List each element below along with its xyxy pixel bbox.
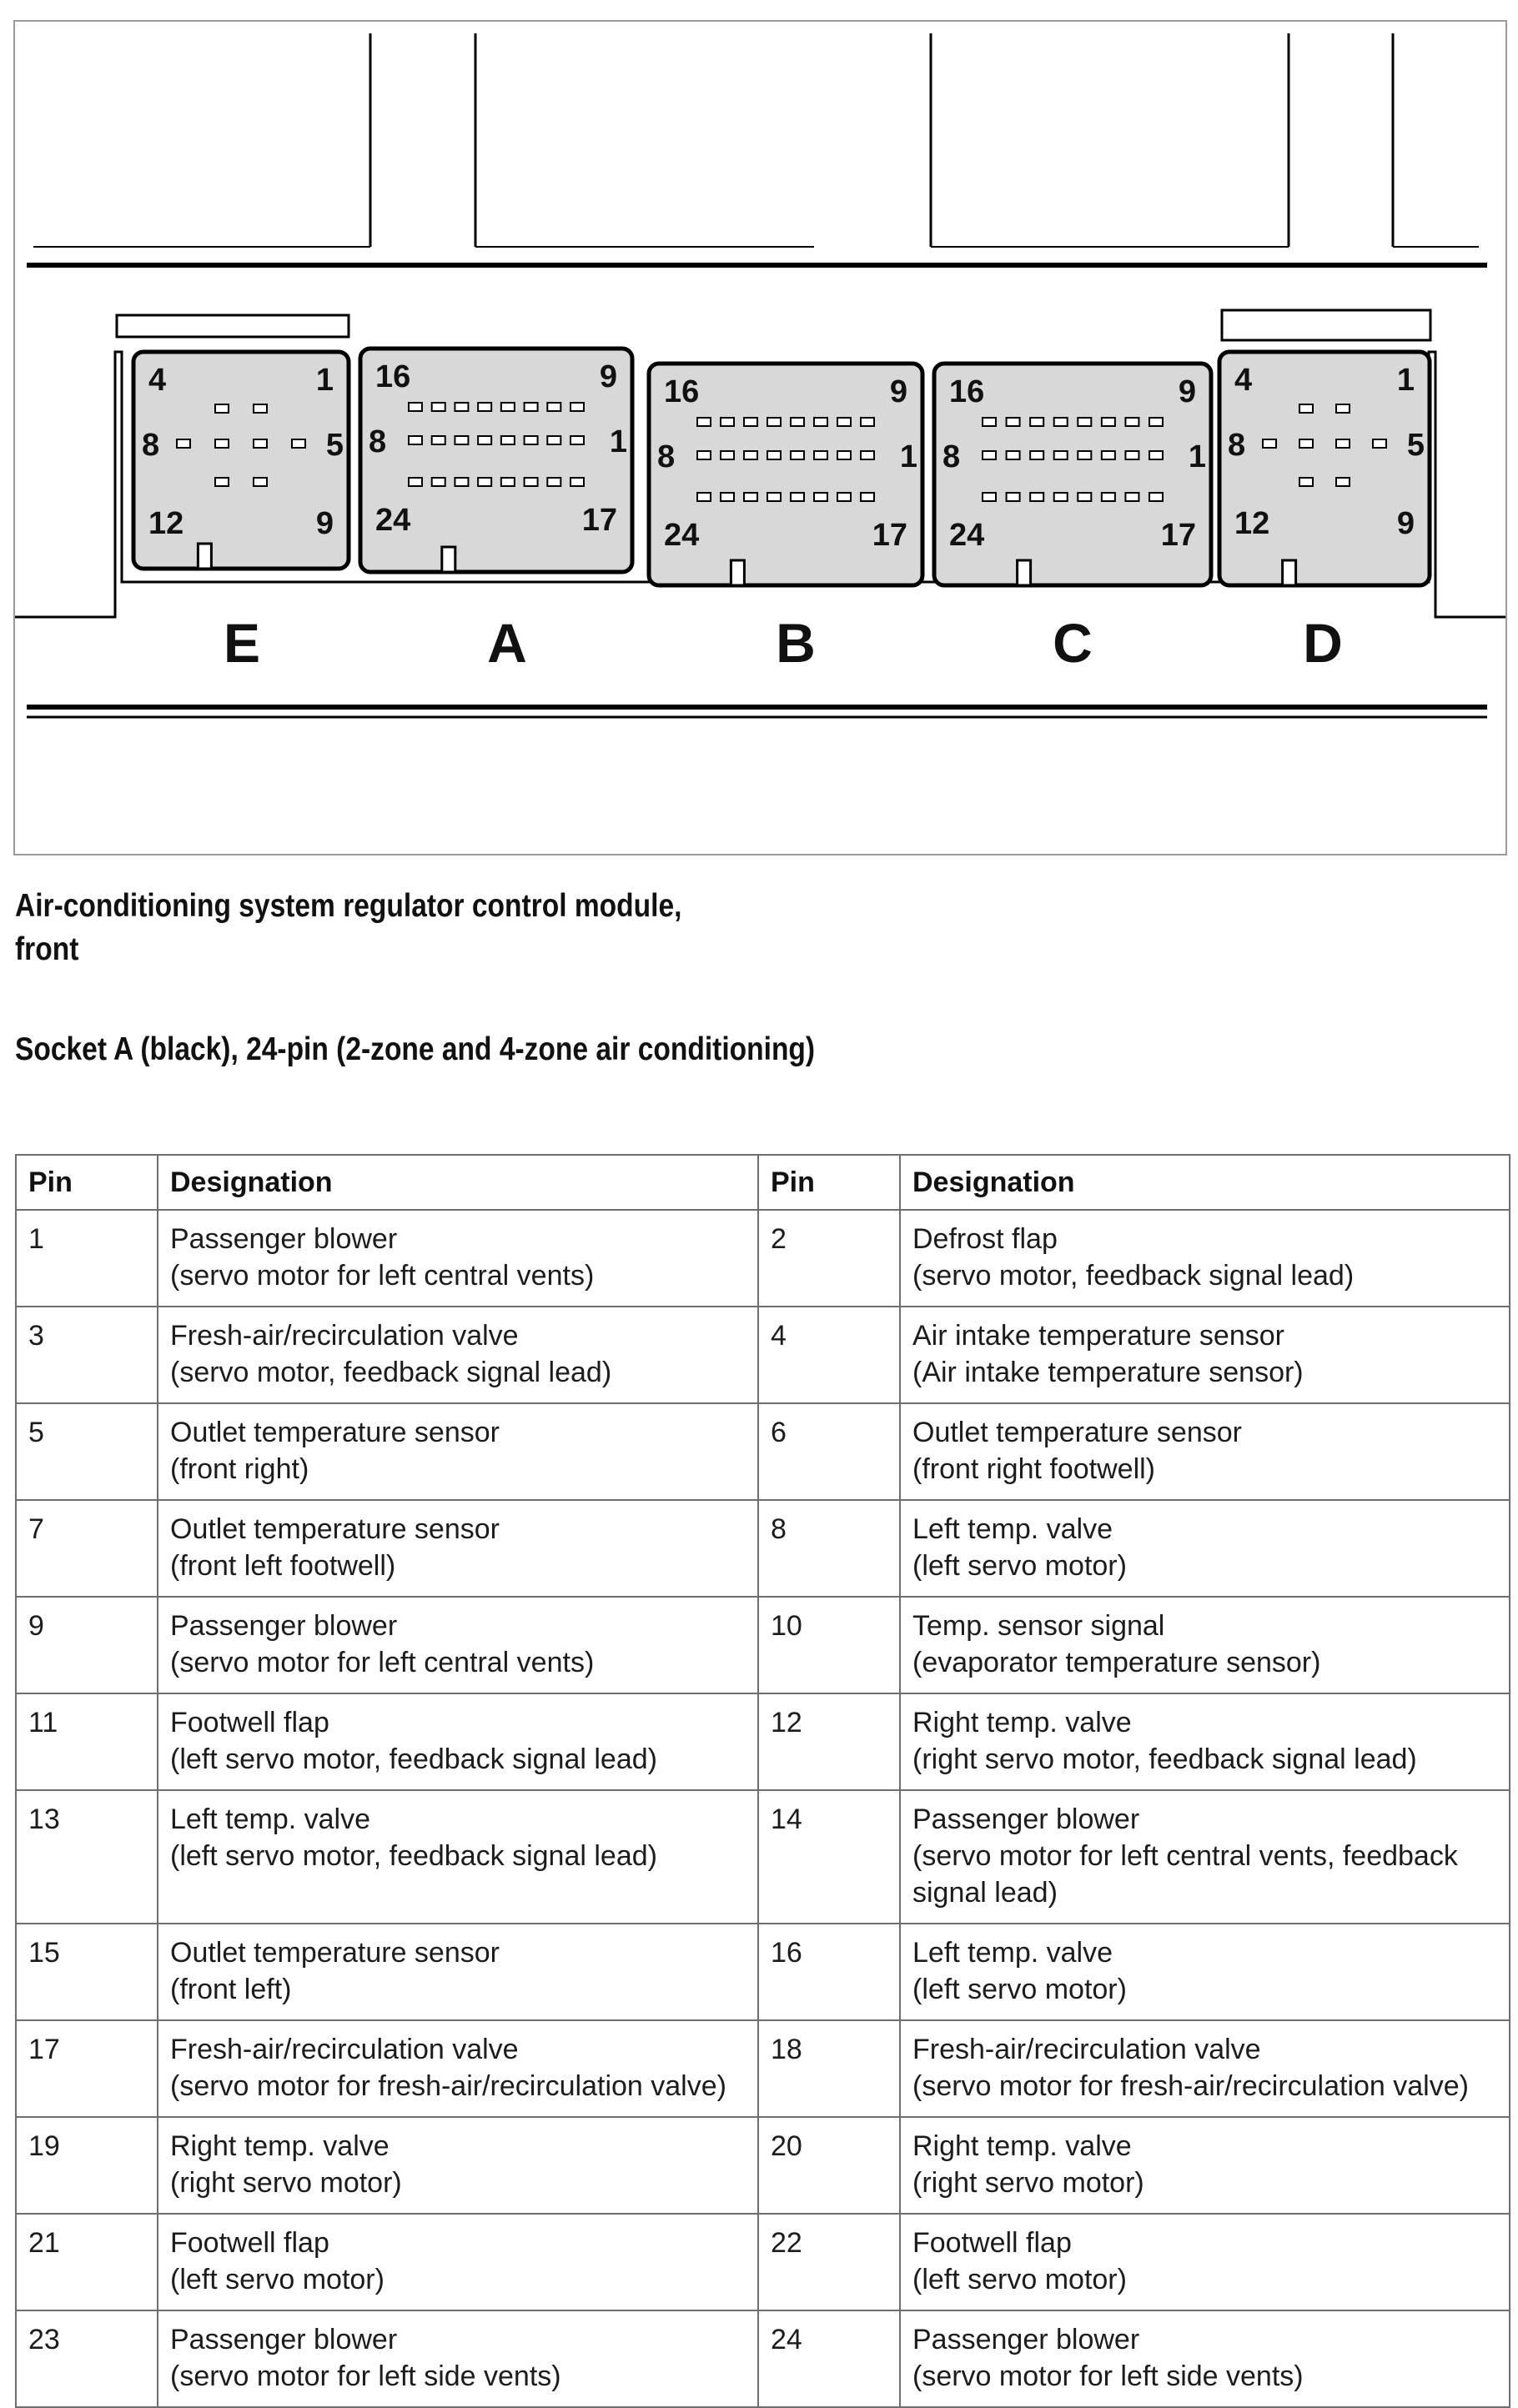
pin-slot	[1078, 493, 1091, 501]
designation-detail: (left servo motor)	[912, 1550, 1127, 1582]
pin-slot	[1299, 439, 1313, 448]
pin-slot	[983, 451, 996, 459]
pin-slot	[1336, 439, 1350, 448]
connector-a	[360, 349, 632, 572]
pin-number: 12	[758, 1693, 900, 1790]
pin-slot	[983, 418, 996, 426]
pin-number-label: 12	[1234, 506, 1270, 541]
pin-slot	[254, 439, 267, 448]
designation-detail: (left servo motor, feedback signal lead)	[170, 1743, 657, 1775]
pin-slot	[409, 478, 422, 486]
pin-number-label: 9	[315, 506, 334, 541]
table-row	[16, 1693, 1510, 1790]
connector-letter: E	[223, 612, 261, 674]
pin-slot	[1054, 493, 1068, 501]
pin-number: 20	[758, 2117, 900, 2214]
pin-number: 18	[758, 2020, 900, 2117]
designation-detail: (evaporator temperature sensor)	[912, 1647, 1321, 1678]
pin-number: 22	[758, 2214, 900, 2310]
designation-component: Footwell flap	[170, 1707, 329, 1738]
pin-slot	[791, 451, 804, 459]
pin-slot	[478, 403, 491, 411]
socket-subtitle: Socket A (black), 24-pin (2-zone and 4-zone air conditioning)	[15, 1031, 816, 1067]
pin-designation	[900, 1924, 1510, 2020]
pin-slot	[455, 403, 468, 411]
pin-designation	[158, 1403, 758, 1500]
pin-assignment-table	[15, 1154, 1510, 2408]
pin-number-label: 9	[1178, 374, 1196, 409]
module-title: Air-conditioning system regulator control module,	[15, 888, 682, 924]
pin-slot	[721, 451, 734, 459]
pin-slot	[547, 478, 560, 486]
pin-number: 17	[16, 2020, 158, 2117]
pin-slot	[571, 436, 584, 444]
keying-tab	[198, 544, 211, 569]
designation-detail: (servo motor, feedback signal lead)	[170, 1357, 612, 1388]
pin-designation	[158, 1597, 758, 1693]
pin-slot	[1078, 451, 1091, 459]
pin-number-label: 8	[942, 439, 961, 474]
pin-slot	[501, 478, 515, 486]
designation-detail: (front left footwell)	[170, 1550, 396, 1582]
pin-slot	[744, 451, 757, 459]
pin-slot	[1125, 493, 1138, 501]
designation-detail: (servo motor for left central vents)	[170, 1647, 595, 1678]
pin-slot	[861, 418, 874, 426]
pin-slot	[1102, 451, 1115, 459]
designation-component: Temp. sensor signal	[912, 1610, 1165, 1642]
table-row	[16, 1403, 1510, 1500]
pin-slot	[571, 478, 584, 486]
pin-number-label: 4	[1234, 363, 1253, 398]
designation-detail: (left servo motor)	[170, 2264, 385, 2295]
pin-slot	[1149, 451, 1163, 459]
pin-slot	[432, 436, 445, 444]
designation-component: Right temp. valve	[170, 2130, 390, 2162]
pin-number-label: 24	[664, 518, 700, 553]
designation-component: Fresh-air/recirculation valve	[912, 2034, 1261, 2065]
keying-tab	[442, 547, 455, 572]
pin-slot	[697, 493, 711, 501]
pin-slot	[525, 403, 538, 411]
connector-letter: B	[776, 612, 816, 674]
header-pin: Pin	[758, 1155, 900, 1210]
pin-number-label: 17	[581, 503, 617, 538]
designation-detail: (front left)	[170, 1974, 292, 2005]
pin-number: 16	[758, 1924, 900, 2020]
pin-number-label: 1	[609, 424, 627, 459]
designation-detail: (servo motor for left side vents)	[912, 2360, 1304, 2392]
designation-component: Passenger blower	[912, 2324, 1140, 2355]
designation-detail: (servo motor for left central vents, feedback signal lead)	[912, 1840, 1458, 1909]
designation-component: Left temp. valve	[912, 1513, 1113, 1545]
pin-slot	[814, 493, 827, 501]
designation-component: Passenger blower	[170, 1610, 398, 1642]
designation-detail: (servo motor for left central vents)	[170, 1260, 595, 1292]
designation-component: Passenger blower	[170, 1223, 398, 1255]
pin-designation	[158, 2310, 758, 2407]
designation-detail: (right servo motor)	[170, 2167, 402, 2199]
designation-detail: (right servo motor)	[912, 2167, 1144, 2199]
connector-diagram	[13, 20, 1507, 855]
connector-d	[1219, 352, 1430, 585]
designation-component: Right temp. valve	[912, 2130, 1132, 2162]
pin-designation	[900, 2310, 1510, 2407]
pin-number-label: 1	[899, 439, 917, 474]
pin-slot	[814, 418, 827, 426]
pin-number-label: 8	[142, 428, 160, 463]
pin-number: 19	[16, 2117, 158, 2214]
designation-component: Outlet temperature sensor	[170, 1937, 500, 1969]
keying-tab	[1283, 560, 1296, 585]
pin-slot	[409, 436, 422, 444]
pin-number: 5	[16, 1403, 158, 1500]
pin-number-label: 12	[148, 506, 184, 541]
pin-slot	[767, 493, 781, 501]
pin-designation	[900, 1210, 1510, 1307]
keying-tab	[1018, 560, 1031, 585]
pin-designation	[158, 2214, 758, 2310]
designation-detail: (Air intake temperature sensor)	[912, 1357, 1304, 1388]
pin-slot	[1149, 493, 1163, 501]
pin-slot	[1078, 418, 1091, 426]
designation-detail: (left servo motor)	[912, 2264, 1127, 2295]
pin-designation	[900, 1597, 1510, 1693]
pin-number: 11	[16, 1693, 158, 1790]
pin-designation	[158, 1307, 758, 1403]
pin-number-label: 8	[657, 439, 676, 474]
pin-number-label: 1	[315, 363, 334, 398]
designation-component: Air intake temperature sensor	[912, 1320, 1284, 1352]
pin-number-label: 1	[1188, 439, 1206, 474]
pin-number-label: 16	[949, 374, 985, 409]
table-row	[16, 2020, 1510, 2117]
pin-designation	[158, 1210, 758, 1307]
pin-slot	[292, 439, 305, 448]
pin-slot	[837, 493, 851, 501]
table-row	[16, 1790, 1510, 1924]
pin-slot	[1030, 418, 1043, 426]
pin-slot	[1102, 493, 1115, 501]
designation-detail: (right servo motor, feedback signal lead)	[912, 1743, 1417, 1775]
pin-designation	[900, 1693, 1510, 1790]
designation-component: Left temp. valve	[912, 1937, 1113, 1969]
connector-c	[934, 364, 1211, 585]
pin-slot	[455, 478, 468, 486]
designation-component: Defrost flap	[912, 1223, 1058, 1255]
pin-number: 8	[758, 1500, 900, 1597]
pin-designation	[900, 2117, 1510, 2214]
pin-designation	[158, 2117, 758, 2214]
pin-slot	[1007, 493, 1020, 501]
pin-number-label: 9	[599, 359, 617, 394]
pin-slot	[1102, 418, 1115, 426]
pin-slot	[571, 403, 584, 411]
designation-component: Right temp. valve	[912, 1707, 1132, 1738]
pin-slot	[767, 451, 781, 459]
pin-number-label: 24	[375, 503, 411, 538]
pin-designation	[158, 1693, 758, 1790]
pin-designation	[158, 1790, 758, 1924]
pin-slot	[837, 451, 851, 459]
pin-slot	[791, 493, 804, 501]
designation-detail: (servo motor, feedback signal lead)	[912, 1260, 1355, 1292]
pin-slot	[1030, 493, 1043, 501]
pin-number: 9	[16, 1597, 158, 1693]
pin-slot	[1054, 418, 1068, 426]
pin-slot	[697, 451, 711, 459]
table-row	[16, 1597, 1510, 1693]
pin-number: 10	[758, 1597, 900, 1693]
pin-number-label: 17	[1160, 518, 1196, 553]
designation-detail: (left servo motor)	[912, 1974, 1127, 2005]
table-row	[16, 1307, 1510, 1403]
pin-slot	[409, 403, 422, 411]
table-row	[16, 1924, 1510, 2020]
pin-slot	[983, 493, 996, 501]
pin-designation	[900, 1500, 1510, 1597]
pin-number: 3	[16, 1307, 158, 1403]
pin-slot	[455, 436, 468, 444]
pin-slot	[547, 403, 560, 411]
pin-number-label: 5	[325, 428, 344, 463]
pin-designation	[900, 1790, 1510, 1924]
designation-detail: (front right footwell)	[912, 1453, 1155, 1485]
pin-slot	[215, 439, 229, 448]
pin-designation	[900, 1403, 1510, 1500]
pin-designation	[900, 1307, 1510, 1403]
pin-number: 15	[16, 1924, 158, 2020]
pin-slot	[744, 493, 757, 501]
designation-component: Footwell flap	[170, 2227, 329, 2259]
pin-slot	[432, 478, 445, 486]
pin-slot	[254, 404, 267, 413]
pin-number: 4	[758, 1307, 900, 1403]
pin-number-label: 16	[664, 374, 700, 409]
pin-number-label: 1	[1396, 363, 1415, 398]
designation-detail: (servo motor for left side vents)	[170, 2360, 561, 2392]
pin-slot	[1054, 451, 1068, 459]
pin-slot	[1125, 451, 1138, 459]
designation-component: Left temp. valve	[170, 1803, 371, 1835]
connector-e	[133, 352, 349, 569]
pin-slot	[1007, 451, 1020, 459]
pin-slot	[177, 439, 190, 448]
designation-detail: (front right)	[170, 1453, 309, 1485]
pin-slot	[525, 478, 538, 486]
module-title-line2: front	[15, 931, 79, 967]
connector-letter: C	[1053, 612, 1093, 674]
pin-slot	[1299, 404, 1313, 413]
pin-number-label: 8	[369, 424, 387, 459]
table-row	[16, 1210, 1510, 1307]
pin-slot	[861, 451, 874, 459]
pin-number: 13	[16, 1790, 158, 1924]
designation-component: Outlet temperature sensor	[170, 1417, 500, 1448]
header-designation: Designation	[900, 1155, 1510, 1210]
connector-letter: D	[1303, 612, 1343, 674]
pin-slot	[861, 493, 874, 501]
header-pin: Pin	[16, 1155, 158, 1210]
pin-number-label: 9	[1396, 506, 1415, 541]
designation-component: Outlet temperature sensor	[170, 1513, 500, 1545]
designation-component: Outlet temperature sensor	[912, 1417, 1242, 1448]
pin-number-label: 4	[148, 363, 167, 398]
pin-slot	[525, 436, 538, 444]
latch-tab	[117, 315, 349, 337]
connector-diagram-drawing	[15, 22, 1505, 854]
connector-b	[649, 364, 922, 585]
pin-slot	[215, 404, 229, 413]
designation-component: Passenger blower	[170, 2324, 398, 2355]
designation-component: Footwell flap	[912, 2227, 1072, 2259]
pin-number: 2	[758, 1210, 900, 1307]
pin-slot	[501, 403, 515, 411]
header-designation: Designation	[158, 1155, 758, 1210]
pin-number-label: 8	[1228, 428, 1246, 463]
pin-slot	[1030, 451, 1043, 459]
pin-slot	[721, 493, 734, 501]
pin-slot	[791, 418, 804, 426]
pin-slot	[254, 478, 267, 486]
pin-designation	[900, 2020, 1510, 2117]
pin-slot	[1125, 418, 1138, 426]
designation-detail: (servo motor for fresh-air/recirculation valve)	[170, 2070, 726, 2102]
pin-slot	[697, 418, 711, 426]
pin-slot	[1336, 404, 1350, 413]
pin-slot	[215, 478, 229, 486]
pin-slot	[1007, 418, 1020, 426]
pin-slot	[721, 418, 734, 426]
pin-slot	[1263, 439, 1276, 448]
designation-component: Fresh-air/recirculation valve	[170, 1320, 519, 1352]
latch-tab	[1222, 310, 1430, 340]
keying-tab	[731, 560, 744, 585]
pin-designation	[900, 2214, 1510, 2310]
table-row	[16, 2310, 1510, 2407]
table-row	[16, 1500, 1510, 1597]
pin-slot	[837, 418, 851, 426]
pin-number-label: 16	[375, 359, 411, 394]
table-row	[16, 2214, 1510, 2310]
pin-slot	[767, 418, 781, 426]
designation-component: Passenger blower	[912, 1803, 1140, 1835]
designation-detail: (left servo motor, feedback signal lead)	[170, 1840, 657, 1872]
pin-slot	[1373, 439, 1386, 448]
pin-slot	[547, 436, 560, 444]
pin-slot	[744, 418, 757, 426]
pin-slot	[1149, 418, 1163, 426]
pin-designation	[158, 2020, 758, 2117]
pin-slot	[432, 403, 445, 411]
pin-number: 21	[16, 2214, 158, 2310]
pin-designation	[158, 1924, 758, 2020]
pin-number: 24	[758, 2310, 900, 2407]
pin-slot	[814, 451, 827, 459]
table-header-row	[16, 1155, 1510, 1210]
pin-number: 6	[758, 1403, 900, 1500]
pin-slot	[1299, 478, 1313, 486]
pin-slot	[478, 478, 491, 486]
pin-number: 14	[758, 1790, 900, 1924]
pin-number: 23	[16, 2310, 158, 2407]
pin-number: 7	[16, 1500, 158, 1597]
connector-letter: A	[487, 612, 527, 674]
pin-slot	[501, 436, 515, 444]
table-row	[16, 2117, 1510, 2214]
pin-slot	[1336, 478, 1350, 486]
pin-number-label: 9	[889, 374, 907, 409]
designation-detail: (servo motor for fresh-air/recirculation valve)	[912, 2070, 1469, 2102]
pin-number-label: 5	[1406, 428, 1425, 463]
designation-component: Fresh-air/recirculation valve	[170, 2034, 519, 2065]
pin-designation	[158, 1500, 758, 1597]
pin-slot	[478, 436, 491, 444]
pin-number-label: 24	[949, 518, 985, 553]
pin-number-label: 17	[872, 518, 907, 553]
pin-number: 1	[16, 1210, 158, 1307]
